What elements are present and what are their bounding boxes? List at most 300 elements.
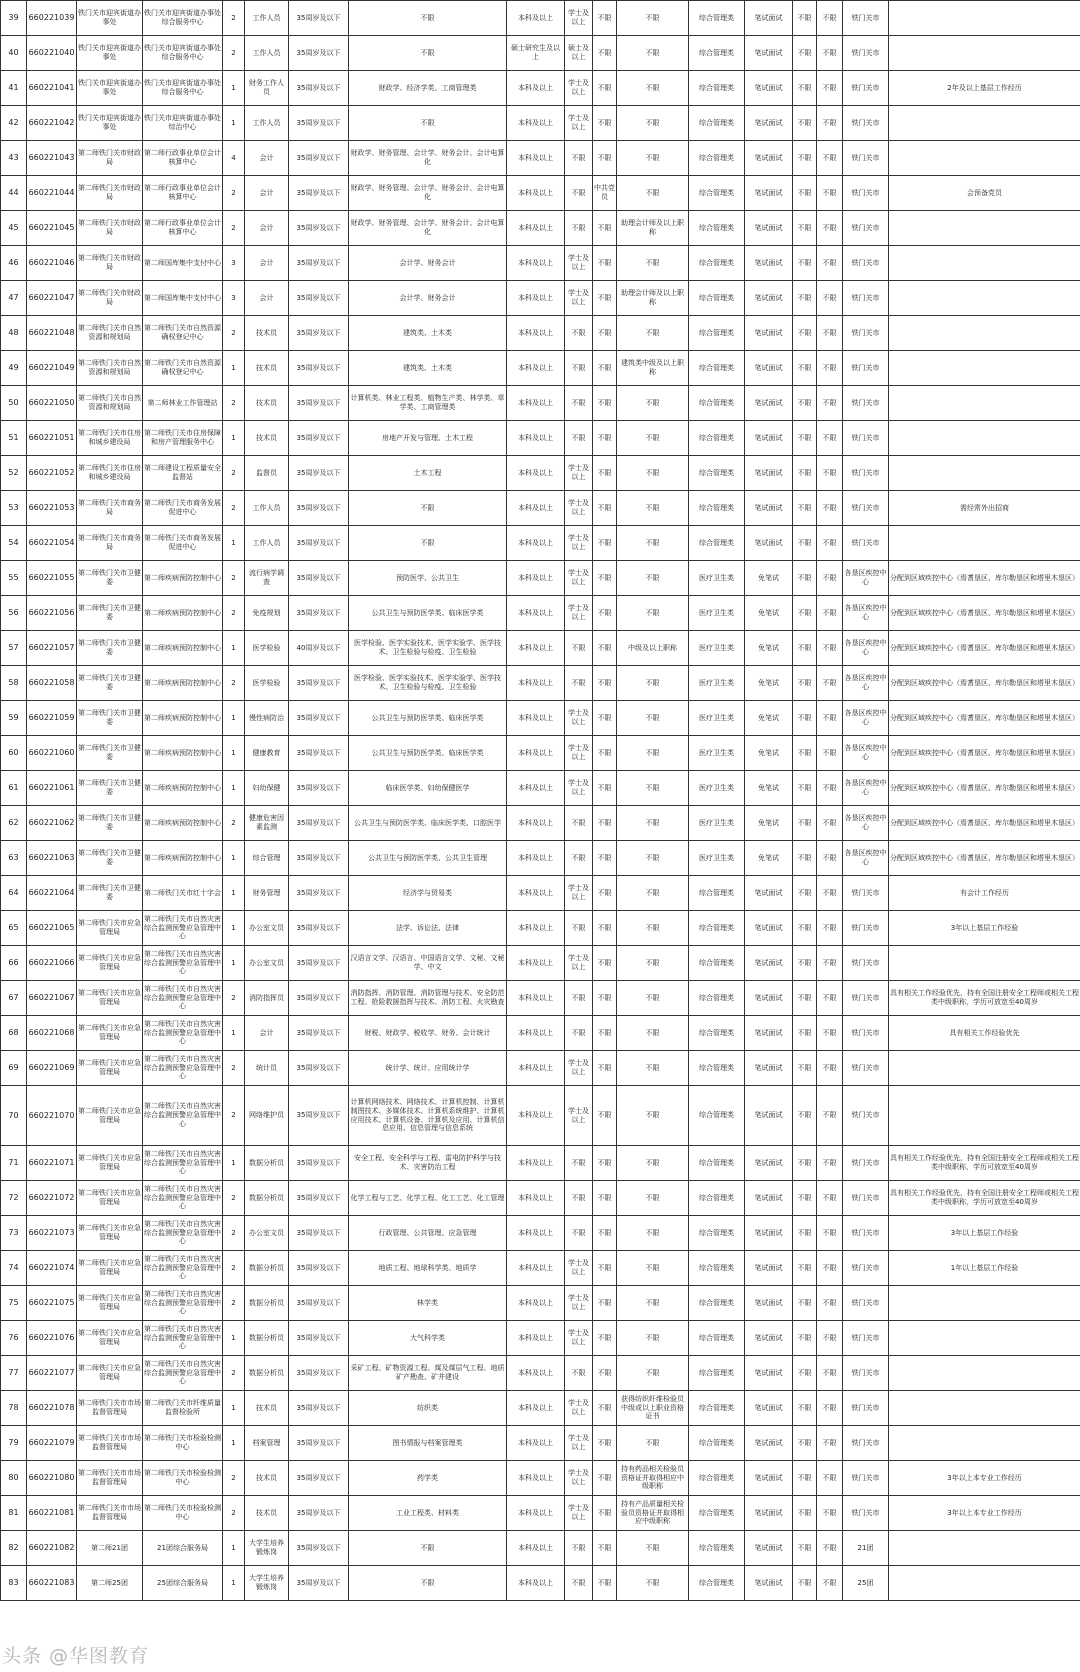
cell-work-location: 铁门关市 xyxy=(843,1356,889,1391)
cell-degree: 学士及以上 xyxy=(565,1,593,36)
cell-degree: 学士及以上 xyxy=(565,1286,593,1321)
cell-position-code: 660221055 xyxy=(27,561,77,596)
cell-education: 本科及以上 xyxy=(507,1321,565,1356)
cell-col-15: 不限 xyxy=(817,771,843,806)
cell-work-location: 铁门关市 xyxy=(843,1216,889,1251)
cell-col-14: 不限 xyxy=(793,456,817,491)
cell-position-code: 660221076 xyxy=(27,1321,77,1356)
cell-degree: 不限 xyxy=(565,1146,593,1181)
cell-col-14: 不限 xyxy=(793,1016,817,1051)
cell-degree: 学士及以上 xyxy=(565,1391,593,1426)
cell-major-requirement: 建筑类、土木类 xyxy=(349,351,507,386)
cell-age-limit: 35周岁及以下 xyxy=(289,1461,349,1496)
cell-row-number: 47 xyxy=(1,281,27,316)
cell-work-location: 铁门关市 xyxy=(843,316,889,351)
cell-exam-category: 综合管理类 xyxy=(689,176,745,211)
cell-position-code: 660221077 xyxy=(27,1356,77,1391)
cell-age-limit: 35周岁及以下 xyxy=(289,1086,349,1146)
cell-position-name: 免疫规划 xyxy=(245,596,289,631)
cell-row-number: 46 xyxy=(1,246,27,281)
cell-row-number: 68 xyxy=(1,1016,27,1051)
cell-headcount: 2 xyxy=(223,316,245,351)
cell-row-number: 79 xyxy=(1,1426,27,1461)
cell-col-15: 不限 xyxy=(817,1531,843,1566)
cell-exam-category: 医疗卫生类 xyxy=(689,806,745,841)
cell-position-name: 技术员 xyxy=(245,351,289,386)
cell-position-code: 660221079 xyxy=(27,1426,77,1461)
cell-position-name: 医学检验 xyxy=(245,666,289,701)
cell-other-qualification: 建筑类中级及以上职称 xyxy=(617,351,689,386)
cell-col-14: 不限 xyxy=(793,806,817,841)
cell-department: 铁门关市迎宾街道办事处 xyxy=(77,71,143,106)
cell-position-code: 660221066 xyxy=(27,946,77,981)
cell-work-location: 各垦区疾控中心 xyxy=(843,736,889,771)
cell-unit: 第二师铁门关市自然灾害综合监测预警应急管理中心 xyxy=(143,1321,223,1356)
cell-exam-category: 综合管理类 xyxy=(689,71,745,106)
cell-other-qualification: 不限 xyxy=(617,1356,689,1391)
cell-col-14: 不限 xyxy=(793,281,817,316)
cell-political-status: 不限 xyxy=(593,456,617,491)
cell-row-number: 59 xyxy=(1,701,27,736)
cell-education: 本科及以上 xyxy=(507,176,565,211)
cell-department: 第二师21团 xyxy=(77,1531,143,1566)
cell-political-status: 中共党员 xyxy=(593,176,617,211)
cell-position-code: 660221052 xyxy=(27,456,77,491)
cell-row-number: 60 xyxy=(1,736,27,771)
cell-col-15: 不限 xyxy=(817,106,843,141)
cell-age-limit: 35周岁及以下 xyxy=(289,421,349,456)
table-row xyxy=(1,1356,1080,1391)
cell-education: 本科及以上 xyxy=(507,1426,565,1461)
cell-political-status: 不限 xyxy=(593,1216,617,1251)
cell-work-location: 铁门关市 xyxy=(843,1461,889,1496)
cell-col-15: 不限 xyxy=(817,491,843,526)
cell-department: 铁门关市迎宾街道办事处 xyxy=(77,106,143,141)
cell-work-location: 铁门关市 xyxy=(843,351,889,386)
cell-exam-category: 综合管理类 xyxy=(689,1461,745,1496)
cell-unit: 第二师疾病预防控制中心 xyxy=(143,736,223,771)
cell-political-status: 不限 xyxy=(593,911,617,946)
cell-position-name: 财务管理 xyxy=(245,876,289,911)
cell-position-code: 660221059 xyxy=(27,701,77,736)
table-row xyxy=(1,1251,1080,1286)
table-row xyxy=(1,876,1080,911)
cell-remarks: 1年以上基层工作经验 xyxy=(889,1251,1080,1286)
cell-headcount: 2 xyxy=(223,1216,245,1251)
cell-major-requirement: 图书情报与档案管理类 xyxy=(349,1426,507,1461)
cell-unit: 第二师铁门关市纤维质量监督检验所 xyxy=(143,1391,223,1426)
cell-degree: 学士及以上 xyxy=(565,1086,593,1146)
cell-unit: 第二师国库集中支付中心 xyxy=(143,281,223,316)
cell-headcount: 1 xyxy=(223,106,245,141)
cell-col-14: 不限 xyxy=(793,351,817,386)
cell-unit: 第二师铁门关市自然灾害综合监测预警应急管理中心 xyxy=(143,946,223,981)
cell-row-number: 74 xyxy=(1,1251,27,1286)
cell-row-number: 43 xyxy=(1,141,27,176)
cell-col-15: 不限 xyxy=(817,421,843,456)
cell-unit: 第二师铁门关市商务发展促进中心 xyxy=(143,491,223,526)
cell-education: 本科及以上 xyxy=(507,1016,565,1051)
cell-major-requirement: 财政学、财务管理、会计学、财务会计、会计电算化 xyxy=(349,211,507,246)
cell-col-14: 不限 xyxy=(793,631,817,666)
cell-row-number: 58 xyxy=(1,666,27,701)
cell-major-requirement: 不限 xyxy=(349,526,507,561)
cell-remarks xyxy=(889,386,1080,421)
table-row xyxy=(1,1391,1080,1426)
cell-exam-method: 笔试面试 xyxy=(745,176,793,211)
cell-exam-category: 综合管理类 xyxy=(689,1251,745,1286)
cell-work-location: 铁门关市 xyxy=(843,1391,889,1426)
cell-unit: 第二师疾病预防控制中心 xyxy=(143,596,223,631)
cell-age-limit: 35周岁及以下 xyxy=(289,806,349,841)
cell-remarks xyxy=(889,316,1080,351)
cell-exam-category: 综合管理类 xyxy=(689,106,745,141)
cell-row-number: 41 xyxy=(1,71,27,106)
cell-other-qualification: 不限 xyxy=(617,981,689,1016)
cell-department: 第二师铁门关市财政局 xyxy=(77,141,143,176)
cell-exam-method: 免笔试 xyxy=(745,631,793,666)
cell-major-requirement: 房地产开发与管理、土木工程 xyxy=(349,421,507,456)
cell-col-14: 不限 xyxy=(793,316,817,351)
cell-degree: 学士及以上 xyxy=(565,1426,593,1461)
cell-col-14: 不限 xyxy=(793,981,817,1016)
cell-remarks: 3年以上基层工作经验 xyxy=(889,911,1080,946)
cell-col-15: 不限 xyxy=(817,1426,843,1461)
cell-political-status: 不限 xyxy=(593,316,617,351)
cell-row-number: 67 xyxy=(1,981,27,1016)
cell-col-14: 不限 xyxy=(793,596,817,631)
cell-other-qualification: 不限 xyxy=(617,71,689,106)
cell-work-location: 铁门关市 xyxy=(843,1086,889,1146)
cell-political-status: 不限 xyxy=(593,1086,617,1146)
cell-position-name: 综合管理 xyxy=(245,841,289,876)
cell-other-qualification: 不限 xyxy=(617,841,689,876)
cell-headcount: 2 xyxy=(223,981,245,1016)
cell-remarks: 2年及以上基层工作经历 xyxy=(889,71,1080,106)
cell-headcount: 1 xyxy=(223,1426,245,1461)
cell-position-name: 办公室文员 xyxy=(245,1216,289,1251)
cell-unit: 25团综合服务局 xyxy=(143,1566,223,1601)
cell-exam-method: 笔试面试 xyxy=(745,1146,793,1181)
cell-remarks: 分配到区域疾控中心（焉耆垦区、库尔勒垦区和塔里木垦区） xyxy=(889,771,1080,806)
cell-remarks: 3年以上本专业工作经历 xyxy=(889,1461,1080,1496)
cell-position-code: 660221062 xyxy=(27,806,77,841)
cell-political-status: 不限 xyxy=(593,666,617,701)
cell-remarks xyxy=(889,281,1080,316)
cell-department: 第二师铁门关市卫健委 xyxy=(77,876,143,911)
cell-col-14: 不限 xyxy=(793,36,817,71)
cell-exam-method: 笔试面试 xyxy=(745,351,793,386)
cell-department: 第二师铁门关市应急管理局 xyxy=(77,1286,143,1321)
cell-work-location: 铁门关市 xyxy=(843,211,889,246)
cell-political-status: 不限 xyxy=(593,1461,617,1496)
table-row xyxy=(1,421,1080,456)
cell-work-location: 各垦区疾控中心 xyxy=(843,666,889,701)
cell-other-qualification: 不限 xyxy=(617,561,689,596)
cell-row-number: 42 xyxy=(1,106,27,141)
cell-position-name: 工作人员 xyxy=(245,1,289,36)
cell-col-14: 不限 xyxy=(793,946,817,981)
cell-position-name: 网络维护员 xyxy=(245,1086,289,1146)
table-row xyxy=(1,631,1080,666)
cell-exam-method: 笔试面试 xyxy=(745,1016,793,1051)
cell-age-limit: 35周岁及以下 xyxy=(289,946,349,981)
cell-remarks xyxy=(889,526,1080,561)
cell-work-location: 各垦区疾控中心 xyxy=(843,841,889,876)
cell-exam-category: 综合管理类 xyxy=(689,1426,745,1461)
cell-remarks: 分配到区域疾控中心（焉耆垦区、库尔勒垦区和塔里木垦区） xyxy=(889,561,1080,596)
cell-age-limit: 35周岁及以下 xyxy=(289,36,349,71)
cell-other-qualification: 助理会计师及以上职称 xyxy=(617,211,689,246)
cell-col-14: 不限 xyxy=(793,141,817,176)
cell-position-name: 办公室文员 xyxy=(245,946,289,981)
cell-unit: 第二师疾病预防控制中心 xyxy=(143,701,223,736)
cell-age-limit: 35周岁及以下 xyxy=(289,911,349,946)
cell-political-status: 不限 xyxy=(593,106,617,141)
cell-col-15: 不限 xyxy=(817,946,843,981)
cell-degree: 硕士及以上 xyxy=(565,36,593,71)
cell-degree: 学士及以上 xyxy=(565,106,593,141)
cell-row-number: 64 xyxy=(1,876,27,911)
cell-col-15: 不限 xyxy=(817,1566,843,1601)
cell-major-requirement: 地质工程、地球科学类、地质学 xyxy=(349,1251,507,1286)
cell-col-14: 不限 xyxy=(793,771,817,806)
cell-other-qualification: 不限 xyxy=(617,946,689,981)
cell-exam-category: 医疗卫生类 xyxy=(689,561,745,596)
cell-exam-method: 笔试面试 xyxy=(745,141,793,176)
table-row xyxy=(1,701,1080,736)
cell-position-name: 技术员 xyxy=(245,386,289,421)
cell-major-requirement: 公共卫生与预防医学类、临床医学类 xyxy=(349,701,507,736)
cell-remarks xyxy=(889,1086,1080,1146)
cell-position-name: 数据分析员 xyxy=(245,1181,289,1216)
cell-row-number: 75 xyxy=(1,1286,27,1321)
cell-remarks: 3年以上本专业工作经历 xyxy=(889,1496,1080,1531)
cell-position-code: 660221046 xyxy=(27,246,77,281)
cell-work-location: 铁门关市 xyxy=(843,1496,889,1531)
cell-degree: 学士及以上 xyxy=(565,526,593,561)
cell-department: 第二师铁门关市应急管理局 xyxy=(77,1356,143,1391)
cell-remarks: 具有相关工作经验优先，持有全国注册安全工程师或相关工程类中级职称，学历可放宽至40周岁 xyxy=(889,1181,1080,1216)
cell-degree: 不限 xyxy=(565,351,593,386)
cell-work-location: 铁门关市 xyxy=(843,1051,889,1086)
cell-major-requirement: 财政学、财务管理、会计学、财务会计、会计电算化 xyxy=(349,176,507,211)
cell-headcount: 3 xyxy=(223,246,245,281)
cell-degree: 学士及以上 xyxy=(565,1051,593,1086)
table-row xyxy=(1,1286,1080,1321)
cell-col-14: 不限 xyxy=(793,1,817,36)
cell-position-code: 660221073 xyxy=(27,1216,77,1251)
cell-col-14: 不限 xyxy=(793,561,817,596)
cell-major-requirement: 医学检验、医学实验技术、医学实验学、医学技术、卫生检验与检疫、卫生检验 xyxy=(349,631,507,666)
cell-work-location: 铁门关市 xyxy=(843,36,889,71)
cell-major-requirement: 财税、财政学、税收学、财务、会计统计 xyxy=(349,1016,507,1051)
cell-unit: 第二师疾病预防控制中心 xyxy=(143,771,223,806)
cell-position-code: 660221040 xyxy=(27,36,77,71)
cell-work-location: 铁门关市 xyxy=(843,456,889,491)
cell-col-14: 不限 xyxy=(793,1181,817,1216)
cell-other-qualification: 不限 xyxy=(617,1531,689,1566)
cell-col-14: 不限 xyxy=(793,1356,817,1391)
cell-row-number: 39 xyxy=(1,1,27,36)
cell-education: 本科及以上 xyxy=(507,141,565,176)
cell-work-location: 铁门关市 xyxy=(843,1181,889,1216)
table-row xyxy=(1,1181,1080,1216)
cell-exam-method: 免笔试 xyxy=(745,736,793,771)
cell-headcount: 2 xyxy=(223,1356,245,1391)
cell-exam-category: 综合管理类 xyxy=(689,421,745,456)
cell-exam-category: 综合管理类 xyxy=(689,1496,745,1531)
cell-major-requirement: 财政学、经济学类、工商管理类 xyxy=(349,71,507,106)
cell-political-status: 不限 xyxy=(593,386,617,421)
cell-exam-category: 综合管理类 xyxy=(689,946,745,981)
table-row xyxy=(1,666,1080,701)
cell-remarks xyxy=(889,106,1080,141)
cell-degree: 学士及以上 xyxy=(565,596,593,631)
table-row xyxy=(1,141,1080,176)
cell-department: 第二师铁门关市卫健委 xyxy=(77,806,143,841)
cell-department: 第二师铁门关市卫健委 xyxy=(77,736,143,771)
cell-political-status: 不限 xyxy=(593,561,617,596)
cell-age-limit: 35周岁及以下 xyxy=(289,106,349,141)
cell-major-requirement: 不限 xyxy=(349,1,507,36)
cell-age-limit: 35周岁及以下 xyxy=(289,386,349,421)
cell-exam-category: 综合管理类 xyxy=(689,1016,745,1051)
table-row xyxy=(1,1566,1080,1601)
cell-col-14: 不限 xyxy=(793,71,817,106)
cell-row-number: 83 xyxy=(1,1566,27,1601)
cell-exam-category: 综合管理类 xyxy=(689,1,745,36)
cell-remarks: 具有相关工作经验优先，持有全国注册安全工程师或相关工程类中级职称，学历可放宽至40周岁 xyxy=(889,981,1080,1016)
table-row xyxy=(1,491,1080,526)
cell-exam-method: 笔试面试 xyxy=(745,526,793,561)
cell-row-number: 54 xyxy=(1,526,27,561)
cell-other-qualification: 不限 xyxy=(617,1321,689,1356)
cell-department: 第二师铁门关市应急管理局 xyxy=(77,1086,143,1146)
cell-major-requirement: 不限 xyxy=(349,36,507,71)
cell-department: 第二师铁门关市住房和城乡建设局 xyxy=(77,456,143,491)
cell-exam-category: 综合管理类 xyxy=(689,526,745,561)
cell-department: 第二师铁门关市应急管理局 xyxy=(77,911,143,946)
cell-col-15: 不限 xyxy=(817,1181,843,1216)
cell-col-15: 不限 xyxy=(817,386,843,421)
cell-col-14: 不限 xyxy=(793,1146,817,1181)
cell-unit: 第二师铁门关市住房保障和房产管理服务中心 xyxy=(143,421,223,456)
cell-position-name: 会计 xyxy=(245,176,289,211)
cell-political-status: 不限 xyxy=(593,141,617,176)
cell-col-15: 不限 xyxy=(817,981,843,1016)
cell-department: 第二师铁门关市财政局 xyxy=(77,211,143,246)
cell-department: 第二师铁门关市卫健委 xyxy=(77,841,143,876)
cell-remarks: 有会计工作经历 xyxy=(889,876,1080,911)
cell-political-status: 不限 xyxy=(593,771,617,806)
cell-major-requirement: 采矿工程、矿物资源工程、煤及煤层气工程、地质矿产勘查、矿井建设 xyxy=(349,1356,507,1391)
cell-department: 第二师铁门关市卫健委 xyxy=(77,596,143,631)
cell-unit: 第二师铁门关市检验检测中心 xyxy=(143,1496,223,1531)
cell-remarks xyxy=(889,1356,1080,1391)
cell-remarks xyxy=(889,141,1080,176)
cell-education: 本科及以上 xyxy=(507,1251,565,1286)
cell-major-requirement: 不限 xyxy=(349,1531,507,1566)
cell-position-code: 660221069 xyxy=(27,1051,77,1086)
cell-unit: 第二师行政事业单位会计核算中心 xyxy=(143,211,223,246)
cell-position-name: 数据分析员 xyxy=(245,1286,289,1321)
table-row xyxy=(1,246,1080,281)
cell-other-qualification: 中级及以上职称 xyxy=(617,631,689,666)
cell-position-code: 660221068 xyxy=(27,1016,77,1051)
cell-exam-category: 医疗卫生类 xyxy=(689,701,745,736)
cell-row-number: 80 xyxy=(1,1461,27,1496)
cell-education: 本科及以上 xyxy=(507,316,565,351)
cell-headcount: 1 xyxy=(223,351,245,386)
cell-remarks xyxy=(889,1321,1080,1356)
cell-degree: 不限 xyxy=(565,981,593,1016)
cell-other-qualification: 不限 xyxy=(617,1251,689,1286)
cell-position-name: 工作人员 xyxy=(245,106,289,141)
watermark: 头条 @华图教育 xyxy=(2,1645,150,1667)
cell-work-location: 铁门关市 xyxy=(843,1,889,36)
cell-col-15: 不限 xyxy=(817,316,843,351)
cell-education: 本科及以上 xyxy=(507,1531,565,1566)
table-row xyxy=(1,1461,1080,1496)
cell-political-status: 不限 xyxy=(593,1496,617,1531)
cell-unit: 第二师铁门关市检验检测中心 xyxy=(143,1461,223,1496)
cell-major-requirement: 会计学、财务会计 xyxy=(349,246,507,281)
cell-col-15: 不限 xyxy=(817,1496,843,1531)
cell-political-status: 不限 xyxy=(593,806,617,841)
cell-work-location: 铁门关市 xyxy=(843,1016,889,1051)
cell-education: 本科及以上 xyxy=(507,421,565,456)
cell-headcount: 1 xyxy=(223,526,245,561)
cell-col-15: 不限 xyxy=(817,281,843,316)
cell-position-name: 数据分析员 xyxy=(245,1146,289,1181)
cell-political-status: 不限 xyxy=(593,1146,617,1181)
cell-exam-method: 笔试面试 xyxy=(745,1086,793,1146)
cell-department: 第二师铁门关市自然资源和规划局 xyxy=(77,351,143,386)
cell-department: 第二师铁门关市卫健委 xyxy=(77,561,143,596)
cell-work-location: 铁门关市 xyxy=(843,281,889,316)
cell-age-limit: 35周岁及以下 xyxy=(289,526,349,561)
cell-political-status: 不限 xyxy=(593,421,617,456)
cell-other-qualification: 不限 xyxy=(617,526,689,561)
cell-work-location: 铁门关市 xyxy=(843,946,889,981)
cell-position-name: 财务工作人员 xyxy=(245,71,289,106)
cell-headcount: 2 xyxy=(223,176,245,211)
cell-exam-category: 综合管理类 xyxy=(689,141,745,176)
cell-political-status: 不限 xyxy=(593,736,617,771)
cell-education: 本科及以上 xyxy=(507,211,565,246)
cell-work-location: 铁门关市 xyxy=(843,876,889,911)
cell-position-name: 医学检验 xyxy=(245,631,289,666)
cell-unit: 第二师行政事业单位会计核算中心 xyxy=(143,141,223,176)
cell-other-qualification: 获得纺织纤维检验员中级或以上职业资格证书 xyxy=(617,1391,689,1426)
cell-major-requirement: 消防指挥、消防管理、消防管理与技术、安全防范工程、抢险救援指挥与技术、消防工程、火灾勘查 xyxy=(349,981,507,1016)
cell-unit: 铁门关市迎宾街道办事处综合服务中心 xyxy=(143,36,223,71)
cell-col-14: 不限 xyxy=(793,666,817,701)
cell-remarks xyxy=(889,1051,1080,1086)
cell-col-14: 不限 xyxy=(793,1086,817,1146)
cell-age-limit: 35周岁及以下 xyxy=(289,211,349,246)
table-row xyxy=(1,981,1080,1016)
table-row xyxy=(1,316,1080,351)
cell-unit: 第二师铁门关市商务发展促进中心 xyxy=(143,526,223,561)
cell-exam-method: 笔试面试 xyxy=(745,1321,793,1356)
cell-col-15: 不限 xyxy=(817,1461,843,1496)
cell-remarks xyxy=(889,36,1080,71)
cell-age-limit: 35周岁及以下 xyxy=(289,561,349,596)
cell-major-requirement: 临床医学类、妇幼保健医学 xyxy=(349,771,507,806)
cell-education: 本科及以上 xyxy=(507,1496,565,1531)
